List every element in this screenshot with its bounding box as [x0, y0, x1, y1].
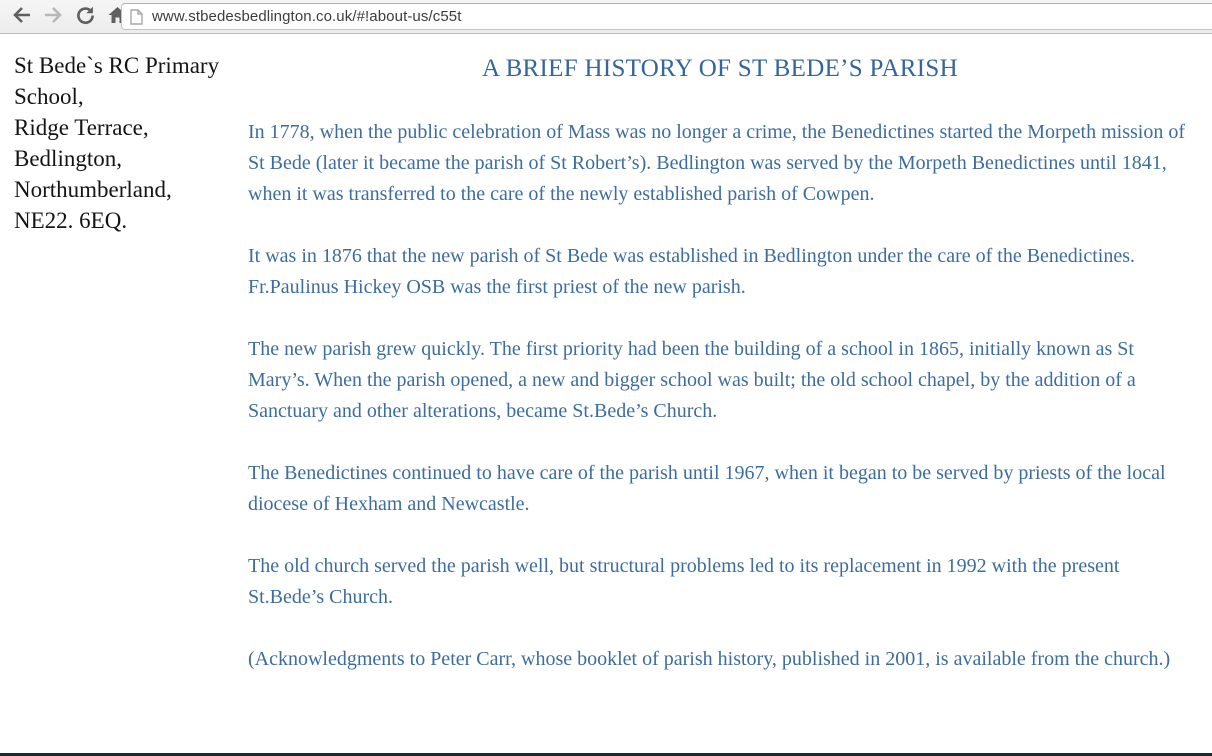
address-line: NE22. 6EQ. [14, 208, 128, 233]
nav-buttons [8, 0, 130, 33]
paragraph: The old church served the parish well, but structural problems led to its replacement in 1992 with the present St.Bede’s Church. [248, 555, 1120, 608]
paragraph: It was in 1876 that the new parish of St Bede was established in Bedlington under the care of the Benedictines. Fr.Paulinus Hickey OSB was the first priest of the new parish. [248, 245, 1136, 298]
address-line: Bedlington, [14, 146, 122, 171]
address-line: Northumberland, [14, 177, 172, 202]
paragraph: The Benedictines continued to have care of the parish until 1967, when it began to be served by priests of the local diocese of Hexham and Newcastle. [248, 462, 1166, 515]
url-text: www.stbedesbedlington.co.uk/#!about-us/c55t [152, 8, 462, 25]
paragraph: The new parish grew quickly. The first priority had been the building of a school in 1865, initially known as St Mary’s. When the parish opened, a new and bigger school was built; the old school chapel, by the addition of a Sanctuary and other alterations, became St.Bede’s Church. [248, 338, 1136, 422]
back-button[interactable] [8, 4, 34, 30]
forward-button[interactable] [40, 4, 66, 30]
school-address [14, 50, 246, 236]
url-bar[interactable] [121, 3, 1212, 30]
back-arrow-icon [11, 5, 32, 28]
address-line: St Bede`s RC Primary School, [14, 53, 220, 109]
forward-arrow-icon [43, 5, 64, 28]
address-line: Ridge Terrace, [14, 115, 149, 140]
reload-icon [75, 5, 96, 29]
paragraph: (Acknowledgments to Peter Carr, whose booklet of parish history, published in 2001, is available from the church.) [248, 648, 1171, 670]
page-title: A BRIEF HISTORY OF ST BEDE’S PARISH [482, 55, 958, 82]
reload-button[interactable] [72, 4, 98, 30]
paragraph: In 1778, when the public celebration of Mass was no longer a crime, the Benedictines started the Morpeth mission of St Bede (later it became the parish of St Robert’s). Bedlington was served by the Morpeth Benedictines until 1841, when it was transferred to the care of the newly established parish of Cowpen. [248, 121, 1185, 205]
page-document-icon [130, 9, 143, 25]
browser-toolbar [0, 0, 1212, 34]
paragraphs [248, 117, 1192, 675]
web-page-content [0, 34, 1212, 756]
article [248, 34, 1192, 706]
